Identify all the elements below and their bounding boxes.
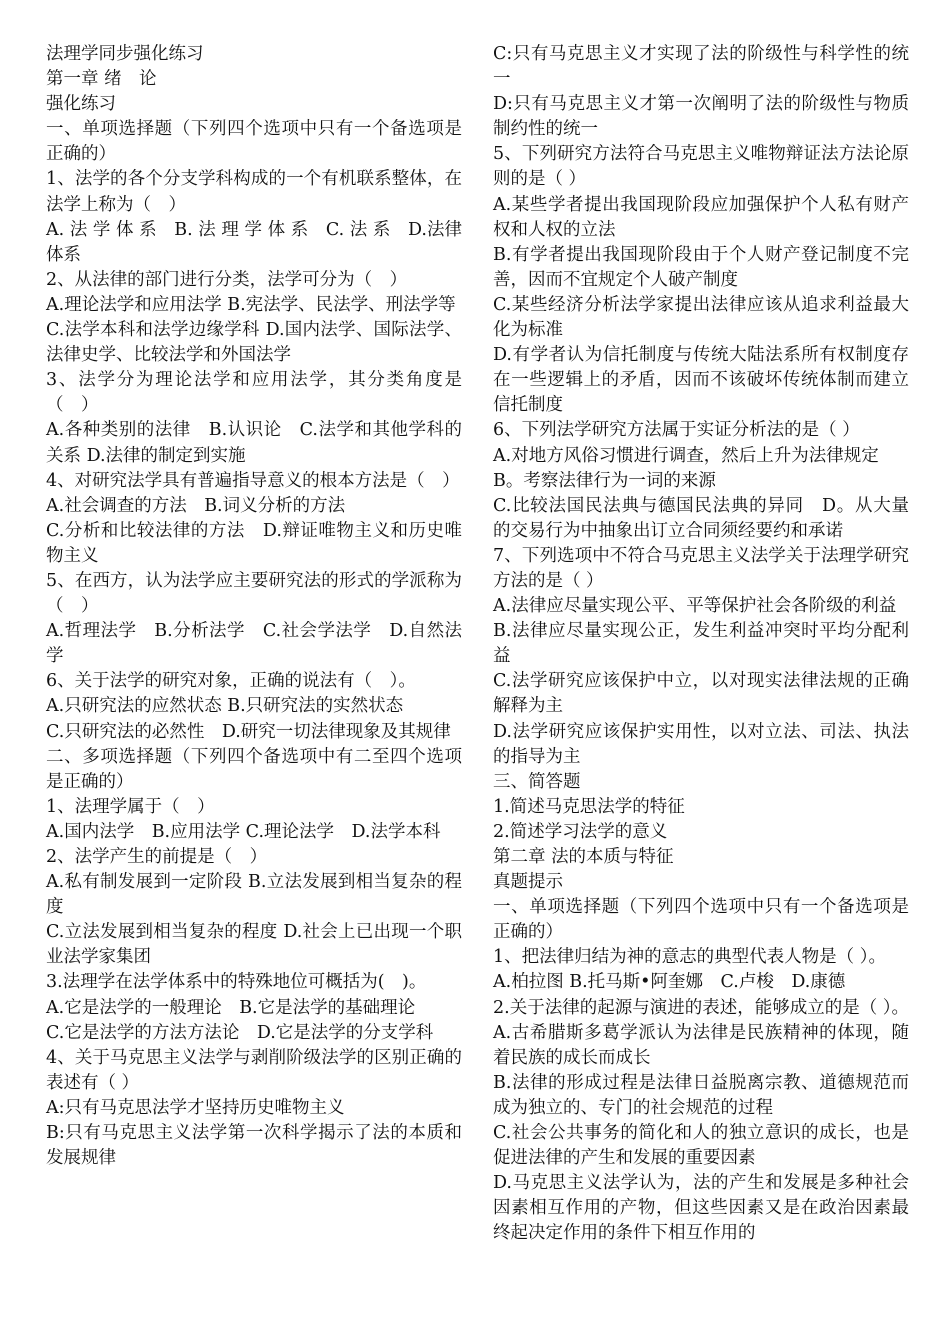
text-line: 7、下列选项中不符合马克思主义法学关于法理学研究方法的是（ ） [493, 545, 909, 591]
text-line: 1、法学的各个分支学科构成的一个有机联系整体，在法学上称为（ ） [46, 169, 462, 215]
right-column [493, 42, 909, 1247]
text-line: 3、法学分为理论法学和应用法学，其分类角度是（ ） [46, 370, 462, 416]
text-line: A.哲理法学 B.分析法学 C.社会学法学 D.自然法学 [46, 621, 462, 667]
text-line: B.有学者提出我国现阶段由于个人财产登记制度不完善，因而不宜规定个人破产制度 [493, 244, 909, 290]
text-line: A.国内法学 B.应用法学 C.理论法学 D.法学本科 [46, 821, 441, 842]
text-line: B。考察法律行为一词的来源 [493, 470, 716, 491]
text-line: 2、法学产生的前提是（ ） [46, 847, 268, 867]
text-line: A.柏拉图 B.托马斯•阿奎娜 C.卢梭 D.康德 [493, 972, 846, 993]
text-line: C.法学研究应该保护中立，以对现实法律法规的正确解释为主 [493, 671, 909, 717]
text-line: 2.关于法律的起源与演进的表述，能够成立的是（ ）。 [493, 997, 910, 1018]
text-line: 5、下列研究方法符合马克思主义唯物辩证法方法论原则的是（ ） [493, 144, 909, 190]
text-line: A.各种类别的法律 B.认识论 C.法学和其他学科的关系 D.法律的制定到实施 [46, 420, 462, 466]
text-line: 强化练习 [46, 94, 116, 115]
text-line: 1、把法律归结为神的意志的典型代表人物是（ ）。 [493, 947, 886, 968]
text-line: D.马克思主义法学认为，法的产生和发展是多种社会因素相互作用的产物，但这些因素又是在政治因素最终起决定作用的条件下相互作用的 [493, 1173, 909, 1244]
text-line: A.对地方风俗习惯进行调查，然后上升为法律规定 [493, 445, 879, 466]
text-line: A.只研究法的应然状态 B.只研究法的实然状态 [46, 696, 404, 717]
text-line: C.它是法学的方法方法论 D.它是法学的分支学科 [46, 1022, 434, 1043]
text-line: 一、单项选择题（下列四个选项中只有一个备选项是正确的） [493, 897, 909, 943]
text-line: 三、简答题 [493, 771, 581, 792]
text-line: 5、在西方，认为法学应主要研究法的形式的学派称为（ ） [46, 570, 462, 617]
text-line: 3.法理学在法学体系中的特殊地位可概括为( )。 [46, 972, 427, 993]
text-line: A:只有马克思法学才坚持历史唯物主义 [46, 1097, 345, 1118]
text-line: 真题提示 [493, 872, 563, 893]
text-line: 二、多项选择题（下列四个备选项中有二至四个选项是正确的） [46, 746, 462, 792]
text-line: D.法学研究应该保护实用性，以对立法、司法、执法的指导为主 [493, 721, 909, 767]
text-line: A.它是法学的一般理论 B.它是法学的基础理论 [46, 997, 416, 1018]
left-column [46, 42, 462, 1171]
text-line: 1、法理学属于（ ） [46, 796, 215, 817]
text-line: 2.简述学习法学的意义 [493, 821, 668, 842]
text-line: C.立法发展到相当复杂的程度 D.社会上已出现一个职业法学家集团 [46, 922, 462, 968]
text-line: C.只研究法的必然性 D.研究一切法律现象及其规律 [46, 721, 451, 742]
text-line: 6、关于法学的研究对象，正确的说法有（ ）。 [46, 671, 416, 692]
text-line: C.社会公共事务的简化和人的独立意识的成长，也是促进法律的产生和发展的重要因素 [493, 1123, 909, 1169]
text-line: 第二章 法的本质与特征 [493, 847, 674, 867]
text-line: 法理学同步强化练习 [46, 44, 204, 64]
text-line: 4、对研究法学具有普遍指导意义的根本方法是（ ） [46, 470, 460, 491]
text-line: C.比较法国民法典与德国民法典的异同 D。从大量的交易行为中抽象出订立合同须经要约和承诺 [493, 495, 909, 541]
text-line: C:只有马克思主义才实现了法的阶级性与科学性的统一 [493, 44, 909, 90]
text-line: A.法律应尽量实现公平、平等保护社会各阶级的利益 [493, 596, 897, 617]
text-line: 6、下列法学研究方法属于实证分析法的是（ ） [493, 420, 860, 441]
text-line: A.理论法学和应用法学 B.宪法学、民法学、刑法学等 [46, 294, 456, 315]
text-line: A.某些学者提出我国现阶段应加强保护个人私有财产权和人权的立法 [493, 194, 909, 240]
text-line: D:只有马克思主义才第一次阐明了法的阶级性与物质制约性的统一 [493, 94, 909, 140]
text-line: C.分析和比较法律的方法 D.辩证唯物主义和历史唯物主义 [46, 520, 462, 566]
text-line: 一、单项选择题（下列四个选项中只有一个备选项是正确的） [46, 119, 462, 165]
text-line: 2、从法律的部门进行分类，法学可分为（ ） [46, 269, 408, 290]
text-line: A. 法 学 体 系 B. 法 理 学 体 系 C. 法 系 D.法律体系 [46, 219, 462, 265]
text-line: B.法律应尽量实现公正，发生利益冲突时平均分配利益 [493, 621, 909, 667]
text-line: C.法学本科和法学边缘学科 D.国内法学、国际法学、法律史学、比较法学和外国法学 [46, 320, 462, 366]
text-line: D.有学者认为信托制度与传统大陆法系所有权制度存在一些逻辑上的矛盾，因而不该破坏传统体制而建立信托制度 [493, 345, 909, 416]
text-line: C.某些经济分析法学家提出法律应该从追求利益最大化为标准 [493, 294, 909, 341]
text-line: B:只有马克思主义法学第一次科学揭示了法的本质和发展规律 [46, 1123, 462, 1169]
text-line: A.古希腊斯多葛学派认为法律是民族精神的体现，随着民族的成长而成长 [493, 1022, 909, 1068]
text-line: 第一章 绪 论 [46, 69, 157, 90]
text-line: A.私有制发展到一定阶段 B.立法发展到相当复杂的程度 [46, 872, 462, 918]
text-line: B.法律的形成过程是法律日益脱离宗教、道德规范而成为独立的、专门的社会规范的过程 [493, 1072, 909, 1118]
text-line: 4、关于马克思主义法学与剥削阶级法学的区别正确的表述有（ ） [46, 1047, 462, 1093]
text-line: 1.简述马克思法学的特征 [493, 796, 685, 817]
text-line: A.社会调查的方法 B.词义分析的方法 [46, 495, 346, 516]
